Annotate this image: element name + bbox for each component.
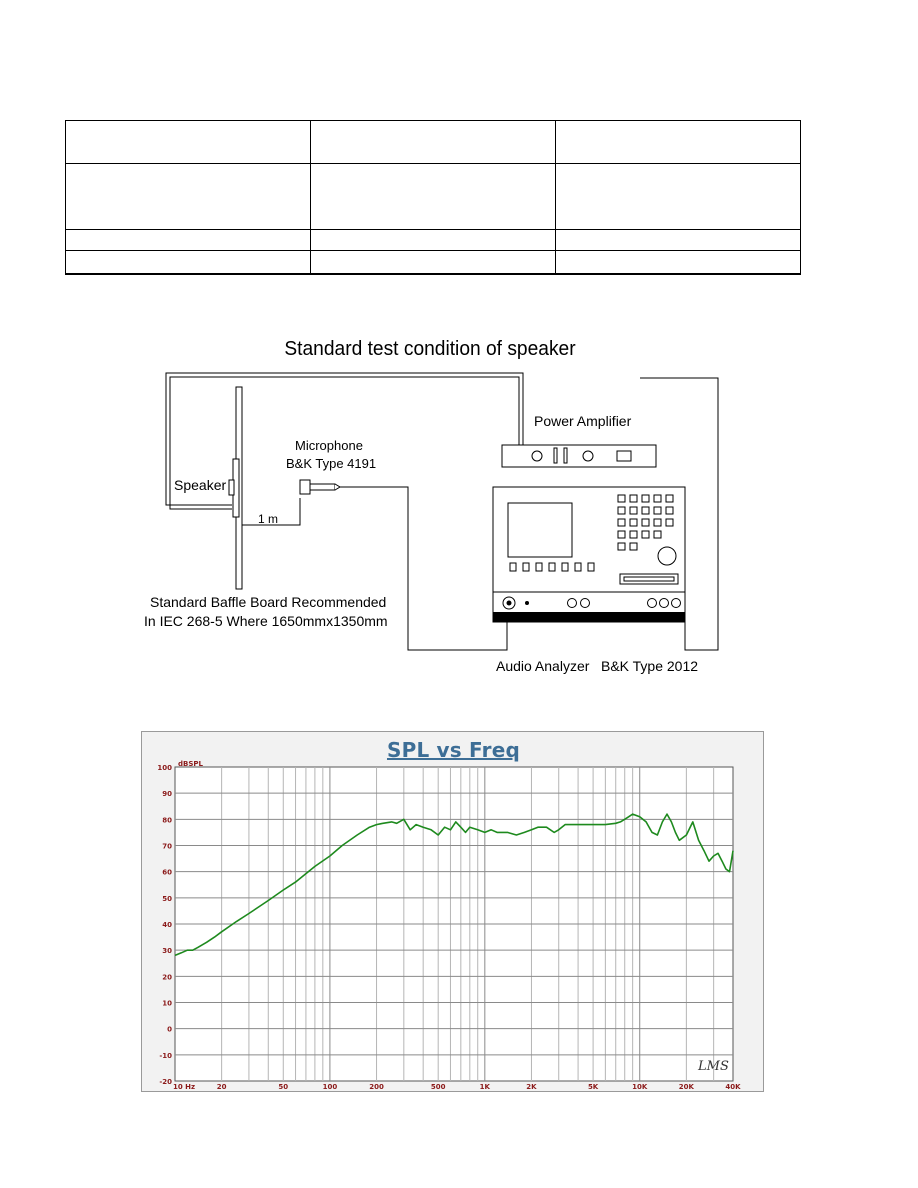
power-amplifier-label: Power Amplifier	[534, 413, 632, 429]
audio-analyzer	[493, 487, 685, 622]
microphone-label-line1: Microphone	[295, 438, 363, 453]
table-cell	[66, 251, 311, 275]
y-tick-label: -10	[159, 1051, 172, 1060]
table-cell	[311, 230, 556, 251]
table-cell	[311, 164, 556, 230]
analyzer-label: Audio Analyzer	[496, 658, 590, 674]
y-tick-label: -20	[159, 1078, 172, 1086]
y-tick-label: 60	[162, 868, 172, 877]
y-tick-label: 0	[167, 1025, 172, 1034]
y-axis-label: dBSPL	[178, 760, 203, 768]
x-tick-label: 50	[278, 1083, 289, 1091]
distance-label: 1 m	[258, 512, 279, 526]
table-cell	[66, 121, 311, 164]
spl-chart-plot	[142, 732, 763, 1091]
y-tick-label: 50	[162, 894, 172, 903]
x-tick-label: 1K	[479, 1083, 490, 1091]
analyzer-screen	[508, 503, 572, 557]
spec-table-container	[65, 120, 801, 275]
power-amplifier	[502, 445, 656, 467]
x-tick-label: 10K	[632, 1083, 648, 1091]
table-cell	[556, 251, 801, 275]
y-tick-label: 10	[162, 999, 172, 1008]
chart-title: SPL vs Freq	[386, 738, 520, 762]
x-tick-label: 100	[322, 1083, 338, 1091]
y-tick-label: 40	[162, 921, 172, 929]
table-cell	[556, 164, 801, 230]
table-row	[66, 121, 801, 164]
x-tick-label: 2K	[526, 1083, 537, 1091]
y-tick-label: 90	[162, 790, 172, 799]
microphone-label-line2: B&K Type 4191	[286, 456, 377, 471]
y-tick-label: 30	[162, 947, 172, 956]
baffle-note-line2: In IEC 268-5 Where 1650mmx1350mm	[144, 613, 388, 629]
table-cell	[556, 230, 801, 251]
analyzer-type-label: B&K Type 2012	[601, 658, 699, 674]
x-tick-label: 5K	[587, 1083, 599, 1091]
x-tick-label: 40K	[725, 1083, 741, 1091]
x-tick-label: 200	[369, 1083, 384, 1091]
table-cell	[66, 164, 311, 230]
watermark: LMS	[698, 1059, 729, 1074]
table-row	[66, 251, 801, 275]
y-tick-label: 70	[162, 842, 172, 851]
table-cell	[66, 230, 311, 251]
x-tick-label: 10 Hz	[173, 1083, 196, 1091]
y-tick-label: 100	[157, 764, 172, 772]
y-tick-label: 20	[162, 973, 172, 982]
y-tick-label: 80	[162, 816, 172, 825]
table-row	[66, 230, 801, 251]
table-cell	[311, 251, 556, 275]
x-tick-label: 20K	[678, 1083, 694, 1091]
diagram-title: Standard test condition of speaker	[284, 337, 576, 361]
spl-chart	[141, 731, 764, 1092]
x-tick-label: 500	[430, 1083, 446, 1091]
table-cell	[311, 121, 556, 164]
table-row	[66, 164, 801, 230]
spec-table	[65, 120, 801, 275]
speaker-icon	[229, 459, 239, 517]
analyzer-function-keys	[510, 563, 594, 571]
microphone-icon	[300, 480, 340, 494]
table-cell	[556, 121, 801, 164]
test-setup-diagram	[140, 330, 740, 680]
speaker-label: Speaker	[174, 477, 227, 493]
baffle-note-line1: Standard Baffle Board Recommended	[150, 594, 387, 610]
analyzer-knob	[658, 547, 676, 565]
x-tick-label: 20	[216, 1083, 227, 1091]
